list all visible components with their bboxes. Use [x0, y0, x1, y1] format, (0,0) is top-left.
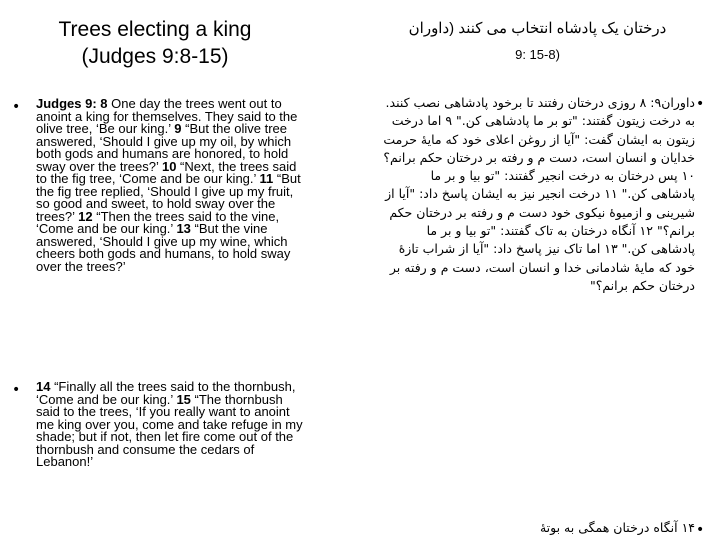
persian-paragraph-2: ۱۴ آنگاه درختان همگی به بوتهٔ: [539, 520, 695, 535]
verse-text: “But the olive tree answered, ‘Should I give up my oil, by which both gods and humans are honored, to hold sway over the trees?’: [36, 121, 292, 174]
verse-text: One day the trees went out to anoint a king for themselves. They said to the olive tree, ‘Be our king.’: [36, 96, 298, 136]
english-paragraph-1: [36, 98, 304, 273]
verse-number: 9: [174, 121, 182, 136]
english-title: [20, 16, 290, 70]
verse-number: 12: [78, 208, 93, 224]
verse-number: 15: [176, 391, 191, 407]
english-passage-1: [36, 98, 304, 273]
verse-number: 10: [161, 158, 177, 174]
verse-number: 14: [36, 379, 51, 394]
persian-title-line2: (15-8 :9: [515, 47, 560, 62]
persian-passage-1: [383, 94, 695, 295]
english-paragraph-2: [36, 381, 304, 469]
verse-text: “The thornbush said to the trees, ‘If you really want to anoint me king over you, come and take refuge in my shade; but if not, then let fire come out of the thornbush and consume the cedars of Lebanon!’: [36, 391, 303, 469]
bullet-dot-icon: •: [12, 99, 21, 115]
persian-paragraph-1: داوران۹: ۸ روزی درختان رفتند تا برخود پادشاهی نصب کنند. به درخت زیتون گفتند: "تو بر ما پادشاهی کن." ۹ اما درخت زیتون به ایشان گفت: "آیا از روغن اعلای خود که مایهٔ حرمت خدایان و انسان است، دست م و رفته بر درختان حکم برانم؟ ۱۰ پس درختان به درخت انجیر گفتند: "تو بیا و بر ما پادشاهی کن." ۱۱ درخت انجیر نیز به ایشان پاسخ داد: "آیا از شیرینی و ازمیوهٔ نیکوی خود دست م و رفته بر درختان حکم برانم؟" ۱۲ آنگاه درختان به تاک گفتند: "تو بیا و بر ما پادشاهی کن." ۱۳ اما تاک نیز پاسخ داد: "آیا از شراب تازهٔ خود که مایهٔ شادمانی خدا و انسان است، دست م و رفته بر درختان حکم برانم؟": [383, 95, 695, 293]
bullet-dot-icon: •: [12, 382, 21, 398]
bullet-dot-icon: •: [696, 96, 705, 112]
verse-text: “Then the trees said to the vine, ‘Come and be our king.’: [36, 208, 280, 236]
english-passage-2: [36, 381, 304, 469]
verse-text: “Next, the trees said to the fig tree, ‘Come and be our king.’: [36, 158, 297, 186]
persian-title: [370, 16, 705, 68]
bullet-dot-icon: •: [696, 522, 705, 538]
persian-passage-2: [383, 519, 695, 537]
english-title-line2: (Judges 9:8-15): [81, 45, 229, 68]
verse-number: 11: [259, 171, 274, 186]
verse-text: “But the fig tree replied, ‘Should I give up my fruit, so good and sweet, to hold sway over the trees?’: [36, 171, 301, 224]
verse-text: “Finally all the trees said to the thornbush, ‘Come and be our king.’: [36, 379, 296, 407]
verse-reference: Judges 9: 8: [36, 96, 108, 111]
english-title-line1: Trees electing a king: [58, 18, 252, 41]
verse-number: 13: [176, 221, 191, 236]
verse-text: “But the vine answered, ‘Should I give up my wine, which cheers both gods and humans, to hold sway over the trees?’: [36, 221, 291, 274]
persian-title-line1: درختان یک پادشاه انتخاب می کنند (داوران: [408, 20, 667, 37]
